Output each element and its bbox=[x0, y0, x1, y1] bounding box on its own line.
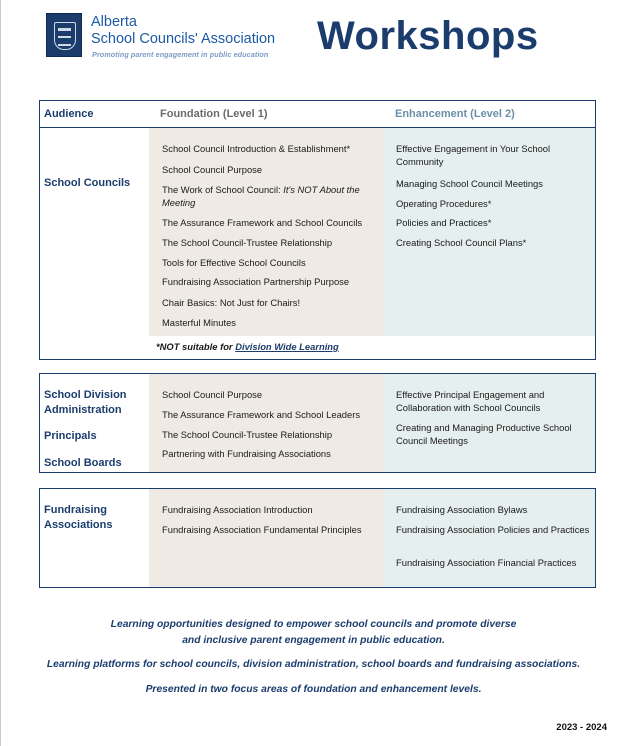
footer-statement: Learning opportunities designed to empower school councils and promote diverse and inclusive parent engagement in public education. bbox=[110, 619, 517, 646]
workshop-item: School Council Introduction & Establishment* bbox=[162, 143, 351, 154]
workshop-item: Fundraising Association Partnership Purpose bbox=[162, 276, 350, 287]
org-name: Alberta School Councils' Association bbox=[91, 14, 276, 47]
enhancement-header: Enhancement (Level 2) bbox=[395, 108, 515, 120]
org-tagline: Promoting parent engagement in public education bbox=[92, 50, 269, 59]
workshop-item: Policies and Practices* bbox=[396, 217, 492, 228]
workshop-item: Fundraising Association Financial Practices bbox=[396, 557, 577, 568]
year-label: 2023 - 2024 bbox=[556, 722, 607, 733]
workshop-item: Fundraising Association Bylaws bbox=[396, 504, 528, 515]
workshop-item: The School Council-Trustee Relationship bbox=[162, 429, 333, 440]
workshop-item: Managing School Council Meetings bbox=[396, 178, 543, 189]
workshop-item: Masterful Minutes bbox=[162, 317, 236, 328]
workshop-item: School Council Purpose bbox=[162, 164, 263, 175]
workshop-item: Partnering with Fundraising Associations bbox=[162, 448, 331, 459]
table-division-administration bbox=[39, 373, 596, 473]
audience-label: Fundraising Associations bbox=[44, 504, 113, 531]
workshop-item: Chair Basics: Not Just for Chairs! bbox=[162, 297, 301, 308]
division-wide-learning-link[interactable]: Division Wide Learning bbox=[235, 341, 339, 352]
table-school-councils bbox=[39, 100, 596, 360]
page-title: Workshops bbox=[317, 14, 539, 58]
workshop-item: The Assurance Framework and School Leaders bbox=[162, 409, 361, 420]
table-header bbox=[40, 101, 595, 128]
audience-label: School Division Administration bbox=[44, 389, 127, 416]
workshop-item: The Work of School Council: It's NOT About the Meeting bbox=[162, 184, 360, 208]
workshop-item: Fundraising Association Policies and Practices bbox=[396, 524, 590, 535]
workshop-item: The School Council-Trustee Relationship bbox=[162, 237, 333, 248]
workshop-item: Creating and Managing Productive School Council Meetings bbox=[396, 422, 572, 446]
footer-focus-areas: Presented in two focus areas of foundation and enhancement levels. bbox=[145, 684, 482, 695]
association-logo-icon bbox=[46, 13, 82, 57]
workshop-item: Operating Procedures* bbox=[396, 198, 492, 209]
workshop-item: Tools for Effective School Councils bbox=[162, 257, 306, 268]
workshop-item: School Council Purpose bbox=[162, 389, 263, 400]
audience-label: School Boards bbox=[44, 457, 122, 469]
workshop-item: Creating School Council Plans* bbox=[396, 237, 527, 248]
audience-label: School Councils bbox=[44, 177, 131, 189]
workshop-item: Effective Engagement in Your School Community bbox=[396, 143, 551, 167]
footer-platforms: Learning platforms for school councils, division administration, school boards and fundraising associations. bbox=[46, 659, 581, 670]
workshop-item: Fundraising Association Fundamental Principles bbox=[162, 524, 362, 535]
workshop-item: The Assurance Framework and School Councils bbox=[162, 217, 363, 228]
audience-header: Audience bbox=[44, 108, 94, 120]
audience-label: Principals bbox=[44, 430, 97, 442]
foundation-header: Foundation (Level 1) bbox=[160, 108, 268, 120]
workshop-item: Effective Principal Engagement and Collaboration with School Councils bbox=[396, 389, 545, 413]
table-fundraising-associations bbox=[39, 488, 596, 588]
workshop-item: Fundraising Association Introduction bbox=[162, 504, 313, 515]
suitability-note: *NOT suitable for Division Wide Learning bbox=[156, 341, 339, 352]
